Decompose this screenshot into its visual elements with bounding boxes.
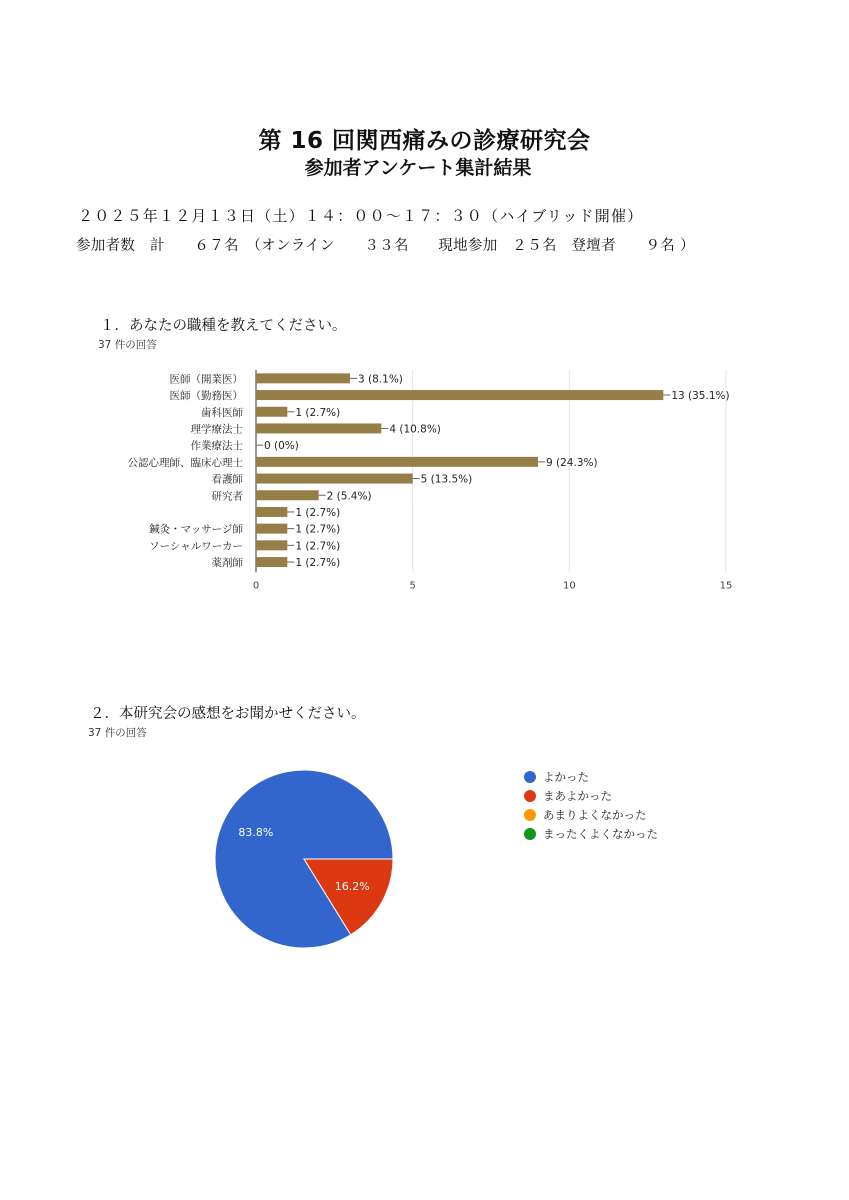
occupation-bar-chart [0,360,849,600]
data-label: 9 (24.3%) [546,456,598,469]
page-subtitle: 参加者アンケート集計結果 [304,157,532,179]
data-label: 4 (10.8%) [389,423,441,436]
pie-slice-label: 16.2% [334,879,370,893]
category-label: 研究者 [211,490,243,503]
legend-label: まったくよくなかった [543,826,658,841]
legend-swatch [524,790,536,802]
legend-label: まあよかった [543,788,612,803]
legend-item [524,786,658,805]
data-label: 5 (13.5%) [420,473,473,486]
category-label: 看護師 [211,473,243,486]
data-label: 3 (8.1%) [358,373,403,386]
x-tick-label: 10 [562,580,576,592]
q2-response-count: 37 件の回答 [88,727,147,739]
legend-item [524,805,658,824]
q1-question: １．あなたの職種を教えてください。 [100,318,347,334]
q1-response-count: 37 件の回答 [98,339,157,351]
legend-swatch [524,809,536,821]
category-label: 医師（勤務医） [169,390,243,403]
category-label: 作業療法士 [190,440,243,453]
legend-label: よかった [543,769,589,784]
bar [256,373,350,383]
pie-slice-label: 83.8% [238,826,274,840]
bar [256,540,287,550]
legend-swatch [524,828,536,840]
x-tick-label: 0 [252,580,260,592]
legend-item [524,767,658,786]
bar [256,524,287,534]
page-title: 第 16 回関西痛みの診療研究会 [258,128,591,154]
attendance-summary: 参加者数 計 ６７名 （オンライン ３３名 現地参加 ２５名 登壇者 ９名 ） [76,238,695,254]
data-label: 1 (2.7%) [295,523,341,536]
bar [256,423,381,433]
bar [256,490,319,500]
category-label: ソーシャルワーカー [149,540,243,553]
bar [256,390,663,400]
impression-pie-chart [200,755,410,965]
data-label: 1 (2.7%) [295,557,341,570]
bar [256,557,287,567]
x-tick-label: 15 [719,580,733,592]
data-label: 0 (0%) [264,440,299,453]
category-label: 公認心理師、臨床心理士 [127,456,243,469]
x-tick-label: 5 [409,580,416,592]
legend-item [524,824,658,843]
event-date: ２０２５年１２月１３日（土）１４：００～１７：３０（ハイブリッド開催） [78,207,644,225]
bar [256,407,287,417]
category-label: 鍼灸・マッサージ師 [149,523,243,536]
category-label: 薬剤師 [211,557,243,570]
bar [256,457,538,467]
data-label: 2 (5.4%) [326,490,372,503]
bar [256,474,413,484]
category-label: 医師（開業医） [169,373,243,386]
data-label: 13 (35.1%) [671,390,730,403]
data-label: 1 (2.7%) [295,540,341,553]
data-label: 1 (2.7%) [295,406,341,419]
bar [256,507,287,517]
category-label: 理学療法士 [190,423,243,436]
category-label: 歯科医師 [201,406,243,419]
legend-swatch [524,771,536,783]
legend-label: あまりよくなかった [543,807,647,822]
q2-question: ２．本研究会の感想をお聞かせください。 [90,706,366,722]
data-label: 1 (2.7%) [295,506,341,519]
pie-legend [524,767,658,843]
